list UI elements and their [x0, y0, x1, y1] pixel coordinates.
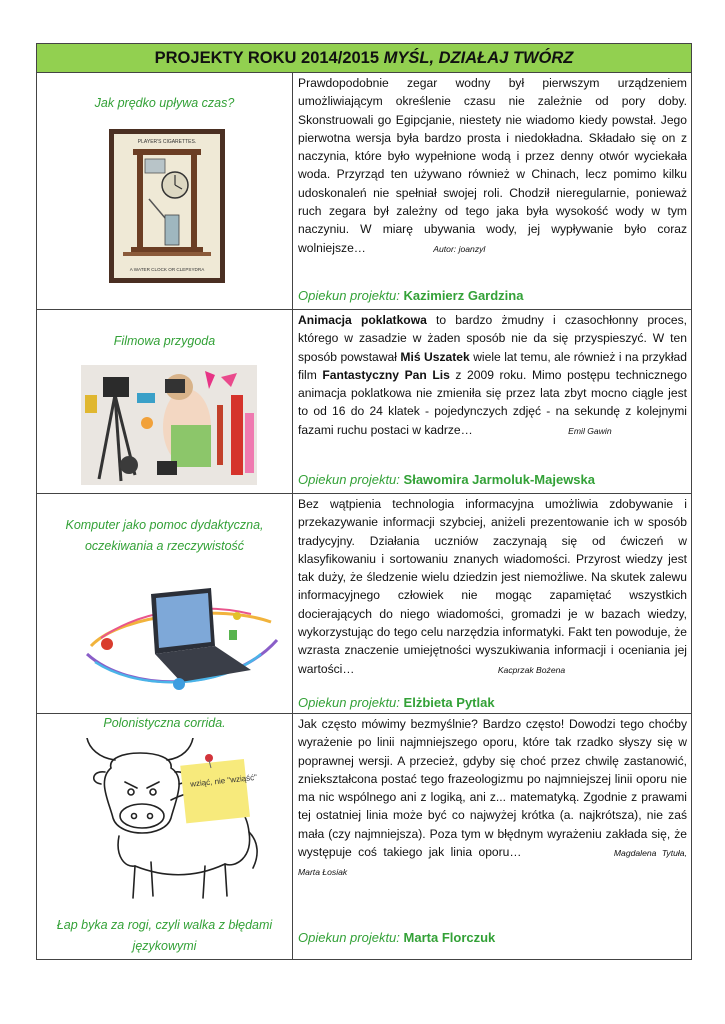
note-text: wziąć, nie "wziąść" — [189, 772, 258, 789]
project-row-1 — [37, 73, 691, 310]
supervisor-name: Marta Florczuk — [403, 929, 496, 945]
project-author: Emil Gawin — [568, 425, 612, 436]
project-text-cell — [293, 310, 691, 493]
project-title: Komputer jako pomoc dydaktyczna, oczekiwania a rzeczywistość — [65, 518, 264, 553]
project-text: Animacja poklatkowa to bardzo żmudny i czasochłonny proces, którego w zasadzie w żaden sposób nie da się przyspieszyć. W ten sposób powstawał Miś Uszatek wiele lat temu, ale również i na przykład film Fantastyczny Pan Lis z 2009 roku. Mimo postępu technicznego animacja poklatkowa nie zmieniła się przez lata zbyt mocno ciągle jest to od 16 do 24 klatek - pojedynczych zdjęć - na sekundę z kolejnymi fazami ruchu postaci w kadrze… Emil Gawin — [298, 313, 687, 437]
cartoon-bull-image — [75, 738, 261, 908]
project-supervisor: Opiekun projektu: Marta Florczuk — [298, 929, 496, 945]
supervisor-name: Elżbieta Pytlak — [403, 694, 495, 710]
project-title: Jak prędko upływa czas? — [94, 96, 235, 110]
title-plain: PROJEKTY ROKU 2014/2015 — [154, 49, 380, 67]
supervisor-name: Kazimierz Gardzina — [403, 287, 524, 303]
project-text: Prawdopodobnie zegar wodny był pierwszym urządzeniem umożliwiającym określenie czasu nie zależnie od pory doby. Skonstruowali go Egipcjanie, niestety nie wiadomo kiedy powstał. Jego pierwotna wersja była bardzo prosta i niedokładna. Składało się on z naczynia, które było wypełnione wodą i przez denny otwór wyciekała woda. Przyrząd ten używano również w Chinach, lecz pomimo kilku udoskonaleń nie spełniał swojej roli. Chodził nieregularnie, ponieważ ruch zegara był zależny od tego jaka była wysokość wody w tym naczyniu. W miarę ubywania wody, jej wypływanie było coraz wolniejsze… Autor: joanzyl — [298, 76, 687, 255]
laptop-illustration-image — [81, 574, 281, 694]
supervisor-name: Sławomira Jarmoluk-Majewska — [403, 471, 596, 487]
project-author: Kacprzak Bożena — [497, 664, 566, 675]
water-clock-card-image — [109, 129, 225, 283]
project-text-cell — [293, 714, 691, 959]
project-row-3 — [37, 494, 691, 714]
project-author: Magdalena Tytuła, Marta Łosiak — [298, 848, 687, 878]
project-text-cell — [293, 494, 691, 713]
project-left-cell — [37, 73, 293, 309]
title-italic: MYŚL, DZIAŁAJ TWÓRZ — [383, 49, 574, 67]
project-row-2 — [37, 310, 691, 494]
project-supervisor: Opiekun projektu: Elżbieta Pytlak — [298, 694, 495, 710]
projects-table — [36, 43, 692, 960]
card-caption-top: PLAYER'S CIGARETTES. — [137, 139, 197, 145]
project-row-4 — [37, 714, 691, 959]
card-caption-bottom: A WATER CLOCK OR CLEPSYDRA — [129, 267, 205, 272]
project-supervisor: Opiekun projektu: Kazimierz Gardzina — [298, 287, 524, 303]
project-subtitle: Łap byka za rogi, czyli walka z błędami językowymi — [56, 918, 273, 953]
project-author: Autor: joanzyl — [433, 243, 486, 254]
project-text-cell — [293, 73, 691, 309]
project-text: Bez wątpienia technologia informacyjna umożliwia zdobywanie i przekazywanie informacji szybciej, aniżeli prezentowanie ich w sposób tradycyjny. Działania uczniów zaczynają się od ćwiczeń w klasyfikowaniu i sortowaniu znanych wiadomości. Przyrost wiedzy jest tak duży, że śledzenie wielu dziedzin jest niemożliwe. Na skutek zalewu informacyjnego człowiek nie mogąc zapamiętać wszystkich docierających do niego wiadomości, gromadzi je w bazach wiedzy, wykorzystując do tego celu narzędzia informatyki. Fakt ten powoduje, że wzrasta znaczenie umiejętności wyszukiwania informacji i oceniania jej wartości… Kacprzak Bożena — [298, 497, 687, 676]
page-title — [37, 44, 691, 73]
project-title: Polonistyczna corrida. — [103, 716, 226, 730]
project-left-cell — [37, 310, 293, 493]
project-text: Jak często mówimy bezmyślnie? Bardzo często! Dowodzi tego choćby wyrażenie po linii najmniejszego oporu, które tak rzadko słyszy się w poprawnej wersji. A przecież, gdyby się choć przez chwilę zastanowić, zniekształcona postać tego frazeologizmu po najmniejszej linii oporu nie ma nic wspólnego ani z logiką, ani z... matematyką. Zgodnie z prawami tej ostatniej linia może być co najwyżej krótka (a. najkrótsza), nie zaś mała (czy najmniejsza). Poza tym w błędnym wyrażeniu zakłada się, że występuje coś takiego jak linia oporu… Magdalena Tytuła, Marta Łosiak — [298, 717, 687, 878]
project-title: Filmowa przygoda — [113, 334, 216, 348]
project-supervisor: Opiekun projektu: Sławomira Jarmoluk-Majewska — [298, 471, 596, 487]
girl-film-photo-image — [81, 365, 257, 485]
project-left-cell — [37, 714, 293, 959]
project-left-cell — [37, 494, 293, 713]
